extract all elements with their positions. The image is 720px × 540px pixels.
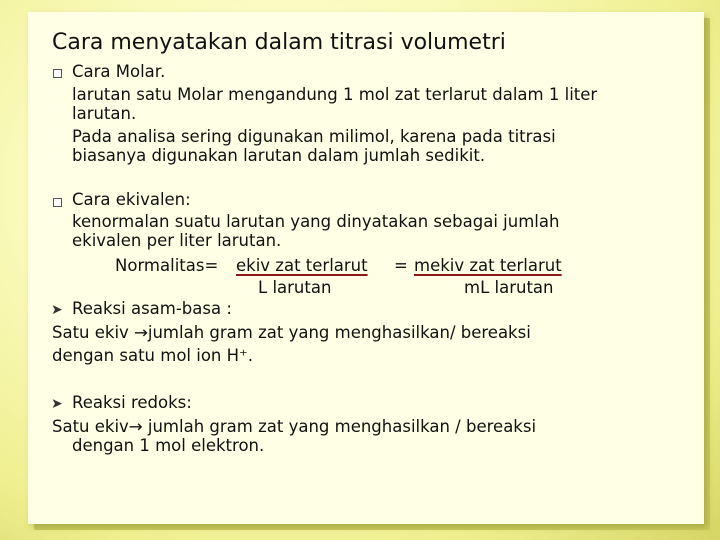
molar-line4: biasanya digunakan larutan dalam jumlah sedikit. [72,146,486,165]
formula-numerator-left: ekiv zat terlarut [236,256,368,275]
formula-numerator-right: mekiv zat terlarut [414,256,562,275]
square-bullet-icon [53,69,63,79]
molar-line3: Pada analisa sering digunakan milimol, karena pada titrasi [72,127,556,146]
ekivalen-line2: ekivalen per liter larutan. [72,231,282,250]
redoks-heading: Reaksi redoks: [72,393,192,412]
formula-equals: = [394,256,408,275]
square-bullet-icon [53,198,63,208]
redoks-line2: dengan 1 mol elektron. [72,436,265,455]
arrow-bullet-icon: ➤ [51,302,63,318]
arrow-bullet-icon: ➤ [51,396,63,412]
redoks-line1: Satu ekiv→ jumlah gram zat yang menghasilkan / bereaksi [52,417,537,436]
ekivalen-heading: Cara ekivalen: [72,190,191,209]
asam-basa-line1: Satu ekiv →jumlah gram zat yang menghasilkan/ bereaksi [52,323,531,342]
formula-label: Normalitas= [115,256,219,275]
formula-denominator-left: L larutan [258,278,332,297]
molar-line2: larutan. [72,104,137,123]
asam-basa-heading: Reaksi asam-basa : [72,299,232,318]
slide-title: Cara menyatakan dalam titrasi volumetri [52,30,506,55]
molar-heading: Cara Molar. [72,62,166,81]
molar-line1: larutan satu Molar mengandung 1 mol zat terlarut dalam 1 liter [72,85,598,104]
formula-denominator-right: mL larutan [464,278,554,297]
ekivalen-line1: kenormalan suatu larutan yang dinyatakan sebagai jumlah [72,212,560,231]
asam-basa-line2: dengan satu mol ion H⁺. [52,346,253,365]
